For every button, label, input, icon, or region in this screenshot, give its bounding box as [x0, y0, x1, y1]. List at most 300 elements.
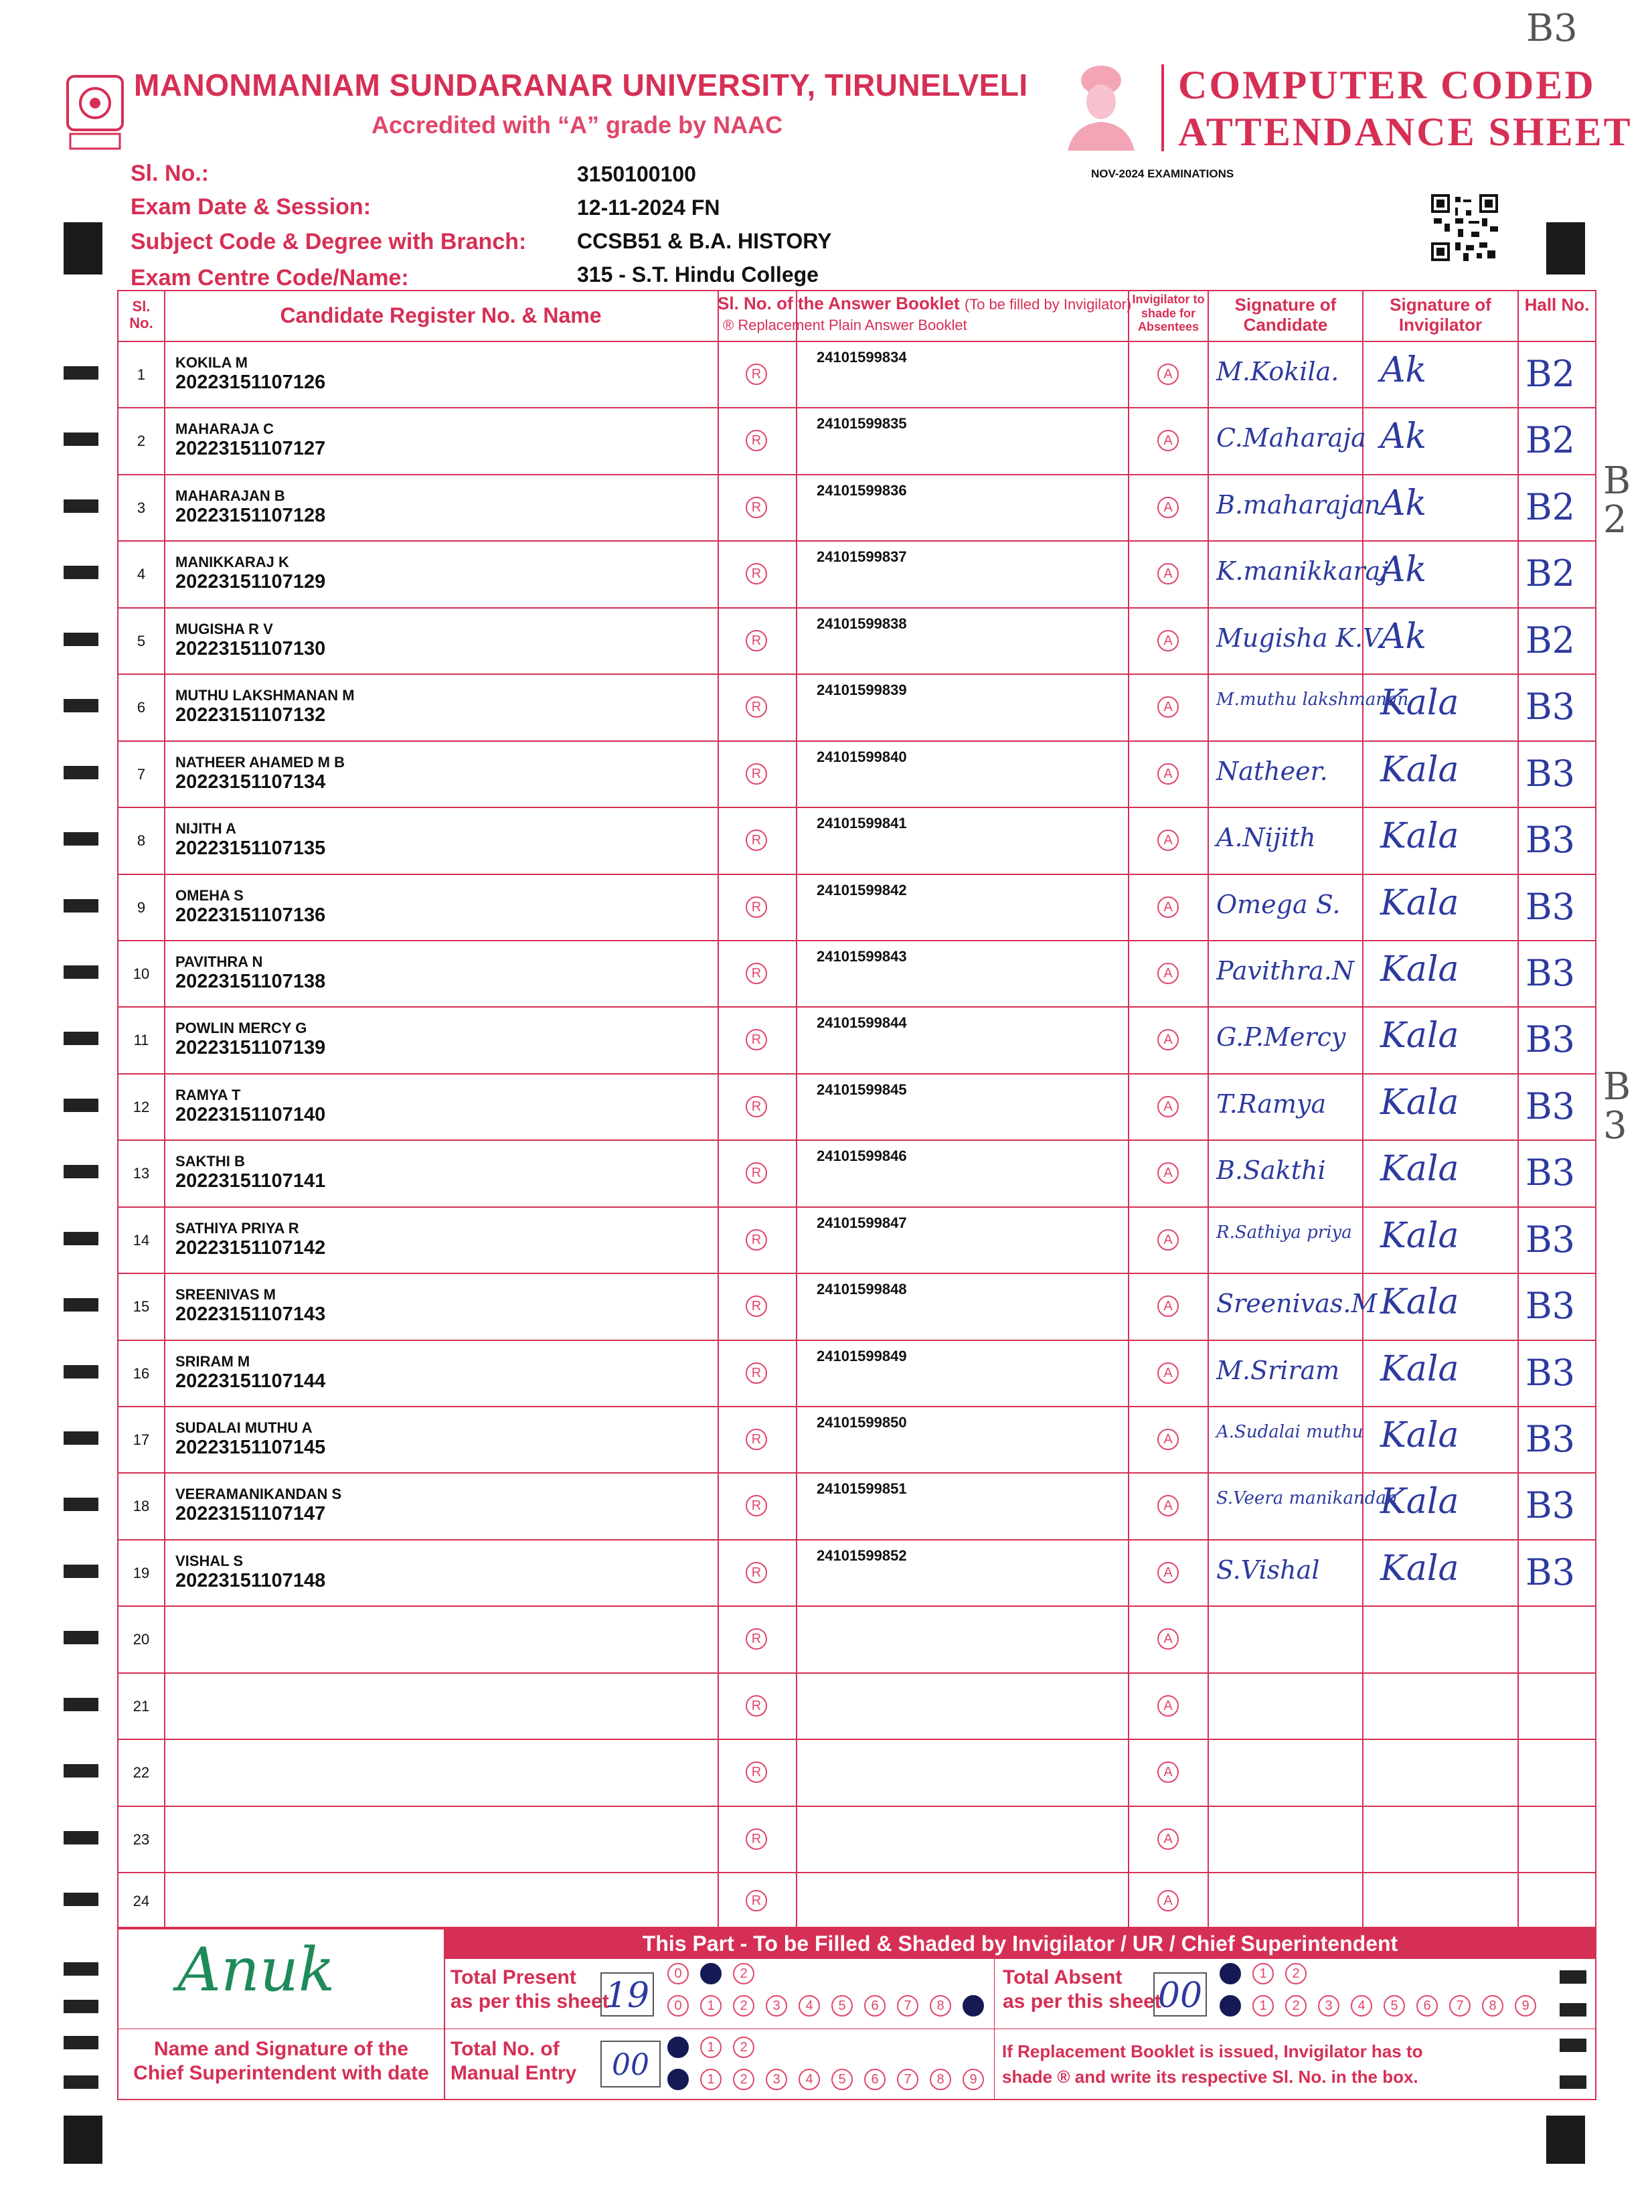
- absent-bubble[interactable]: A: [1157, 763, 1179, 785]
- invigilator-signature: Kala: [1380, 683, 1459, 723]
- timing-mark: [64, 1962, 98, 1976]
- candidate-signature: Sreenivas.M: [1216, 1289, 1378, 1318]
- exam-date-value: 12-11-2024 FN: [577, 195, 720, 220]
- digit-bubble[interactable]: 6: [864, 1995, 886, 2017]
- absent-bubble[interactable]: A: [1157, 1761, 1179, 1783]
- absent-bubble[interactable]: A: [1157, 1162, 1179, 1184]
- candidate-reg-no: 20223151107143: [175, 1304, 326, 1325]
- table-row: [118, 474, 1595, 540]
- booklet-number: 24101599840: [817, 748, 907, 765]
- absent-bubble[interactable]: A: [1157, 563, 1179, 584]
- replacement-bubble[interactable]: R: [746, 1096, 767, 1117]
- replacement-bubble[interactable]: R: [746, 830, 767, 851]
- absent-bubble[interactable]: A: [1157, 1890, 1179, 1911]
- timing-mark: [64, 2036, 98, 2049]
- booklet-number: 24101599845: [817, 1081, 907, 1098]
- candidate-name: MAHARAJAN B: [175, 487, 285, 504]
- booklet-number: 24101599843: [817, 947, 907, 965]
- hall-number: B3: [1525, 1551, 1576, 1593]
- candidate-signature: M.Sriram: [1216, 1355, 1340, 1385]
- absent-bubble[interactable]: A: [1157, 963, 1179, 984]
- row-sl-no: 23: [133, 1830, 150, 1848]
- digit-bubble[interactable]: 3: [766, 1995, 787, 2017]
- timing-mark: [64, 1565, 98, 1578]
- hall-number: B3: [1525, 686, 1576, 728]
- manual-value-box[interactable]: 00: [600, 2041, 661, 2087]
- replacement-bubble[interactable]: R: [746, 563, 767, 584]
- table-row: [118, 1739, 1595, 1806]
- replacement-bubble[interactable]: R: [746, 1162, 767, 1184]
- header-sig-candidate: Signature of Candidate: [1234, 295, 1337, 335]
- timing-mark: [64, 1498, 98, 1511]
- table-row: [118, 807, 1595, 874]
- row-sl-no: 3: [137, 499, 146, 516]
- table-row: [118, 1672, 1595, 1739]
- timing-mark: [64, 1631, 98, 1644]
- booklet-number: 24101599848: [817, 1281, 907, 1297]
- centre-value: 315 - S.T. Hindu College: [577, 262, 819, 287]
- timing-mark: [64, 1831, 98, 1844]
- absent-bubble[interactable]: A: [1157, 696, 1179, 718]
- absent-label: [1003, 1966, 1161, 2014]
- booklet-number: 24101599844: [817, 1014, 907, 1031]
- timing-mark: [64, 965, 98, 979]
- row-sl-no: 5: [137, 632, 146, 649]
- absent-value-box[interactable]: 00: [1153, 1972, 1207, 2017]
- invigilator-signature: Kala: [1380, 1016, 1459, 1056]
- present-label-line2: as per this sheet: [450, 1990, 609, 2012]
- centre-label: Exam Centre Code/Name:: [131, 265, 409, 291]
- candidate-signature: B.maharajan: [1216, 489, 1381, 520]
- table-row: [118, 1340, 1595, 1406]
- invigilator-signature: Kala: [1380, 882, 1459, 923]
- candidate-reg-no: 20223151107141: [175, 1170, 326, 1192]
- candidate-name: NIJITH A: [175, 820, 236, 837]
- replacement-bubble[interactable]: R: [746, 696, 767, 718]
- margin-note-b3: B 3: [1603, 1065, 1631, 1148]
- hall-number: B3: [1525, 1285, 1576, 1327]
- candidate-signature: Pavithra.N: [1216, 955, 1355, 985]
- manual-label: [450, 2037, 576, 2085]
- candidate-reg-no: 20223151107135: [175, 838, 326, 859]
- candidate-name: RAMYA T: [175, 1086, 241, 1103]
- digit-bubble[interactable]: 5: [831, 1995, 853, 2017]
- hall-number: B3: [1525, 1085, 1576, 1127]
- row-sl-no: 18: [133, 1498, 150, 1514]
- candidate-name: PAVITHRA N: [175, 953, 263, 970]
- digit-bubble[interactable]: 0: [667, 1963, 689, 1984]
- timing-mark: [64, 899, 98, 913]
- registration-mark: [1546, 222, 1585, 274]
- digit-bubble[interactable]: 9: [1515, 1995, 1536, 2017]
- sl-no-label: Sl. No.:: [131, 161, 210, 186]
- sheet-title-line2: ATTENDANCE SHEET: [1178, 110, 1633, 154]
- hall-number: B2: [1525, 485, 1576, 528]
- absent-bubble[interactable]: A: [1157, 1495, 1179, 1516]
- candidate-signature: M.muthu lakshmanan: [1216, 690, 1409, 710]
- row-sl-no: 16: [133, 1364, 150, 1382]
- candidate-signature: A.Nijith: [1216, 823, 1316, 852]
- absent-bubble[interactable]: A: [1157, 1096, 1179, 1117]
- invigilator-signature: Kala: [1380, 949, 1459, 990]
- candidate-reg-no: 20223151107140: [175, 1103, 326, 1125]
- candidate-name: SUDALAI MUTHU A: [175, 1419, 313, 1436]
- table-row: [118, 1206, 1595, 1273]
- header-candidate: Candidate Register No. & Name: [280, 303, 602, 327]
- subject-label: Subject Code & Degree with Branch:: [131, 229, 527, 254]
- manual-label-line2: Manual Entry: [450, 2062, 577, 2084]
- candidate-reg-no: 20223151107130: [175, 637, 326, 659]
- digit-bubble[interactable]: 4: [1351, 1995, 1372, 2017]
- replacement-bubble[interactable]: R: [746, 1628, 767, 1650]
- header-invig-shade: Invigilator to shade for Absentees: [1132, 293, 1205, 334]
- note-line2: shade ® and write its respective Sl. No. in the box.: [1002, 2067, 1418, 2087]
- replacement-note: [1002, 2039, 1422, 2089]
- timing-mark: [64, 1232, 98, 1245]
- replacement-bubble[interactable]: R: [746, 430, 767, 451]
- digit-bubble[interactable]: 0: [1220, 1995, 1241, 2017]
- absent-bubble[interactable]: A: [1157, 1828, 1179, 1850]
- digit-bubble[interactable]: 6: [864, 2069, 886, 2090]
- present-label: [450, 1966, 609, 2014]
- candidate-name: SAKTHI B: [175, 1153, 245, 1170]
- exam-tag: NOV-2024 EXAMINATIONS: [1091, 167, 1234, 180]
- table-row: [118, 1073, 1595, 1139]
- hall-number: B3: [1525, 885, 1576, 928]
- replacement-bubble[interactable]: R: [746, 1295, 767, 1317]
- digit-bubble[interactable]: 0: [667, 2069, 689, 2090]
- digit-bubble[interactable]: 9: [963, 1995, 984, 2017]
- timing-mark: [64, 1165, 98, 1178]
- replacement-bubble[interactable]: R: [746, 763, 767, 785]
- invigilator-signature: Kala: [1380, 1348, 1459, 1389]
- registration-mark: [1546, 2116, 1585, 2164]
- absent-bubble[interactable]: A: [1157, 896, 1179, 918]
- replacement-bubble[interactable]: R: [746, 1495, 767, 1516]
- table-row: [118, 1539, 1595, 1605]
- hall-number: B3: [1525, 752, 1576, 795]
- header-sig-invigilator: Signature of Invigilator: [1390, 295, 1491, 335]
- candidate-signature: T.Ramya: [1216, 1089, 1327, 1119]
- chief-label-line2: Chief Superintendent with date: [133, 2062, 429, 2084]
- table-row: [118, 1605, 1595, 1672]
- timing-mark: [64, 2000, 98, 2013]
- digit-bubble[interactable]: 7: [897, 2069, 918, 2090]
- digit-bubble[interactable]: 3: [1318, 1995, 1339, 2017]
- hall-number: B2: [1525, 619, 1576, 661]
- candidate-signature: R.Sathiya priya: [1216, 1222, 1352, 1243]
- replacement-bubble[interactable]: R: [746, 896, 767, 918]
- table-row: [118, 1139, 1595, 1206]
- replacement-bubble[interactable]: R: [746, 1761, 767, 1783]
- absent-label-line1: Total Absent: [1003, 1966, 1123, 1988]
- timing-mark: [64, 499, 98, 513]
- candidate-name: MAHARAJA C: [175, 420, 274, 437]
- candidate-reg-no: 20223151107128: [175, 504, 326, 526]
- row-sl-no: 7: [137, 765, 146, 783]
- timing-mark: [64, 1099, 98, 1112]
- absent-bubble[interactable]: A: [1157, 830, 1179, 851]
- absent-bubble[interactable]: A: [1157, 1295, 1179, 1317]
- replacement-bubble[interactable]: R: [746, 1890, 767, 1911]
- digit-bubble[interactable]: 1: [700, 2037, 722, 2058]
- candidate-name: POWLIN MERCY G: [175, 1020, 307, 1036]
- absent-bubble[interactable]: A: [1157, 1229, 1179, 1251]
- row-sl-no: 12: [133, 1098, 150, 1115]
- replacement-bubble[interactable]: R: [746, 630, 767, 651]
- invigilator-signature: Kala: [1380, 1415, 1459, 1455]
- candidate-reg-no: 20223151107139: [175, 1037, 326, 1058]
- header-sl: Sl. No.: [129, 298, 153, 332]
- candidate-signature: Omega S.: [1216, 889, 1341, 919]
- booklet-number: 24101599852: [817, 1547, 907, 1564]
- absent-bubble[interactable]: A: [1157, 1562, 1179, 1583]
- timing-mark: [64, 1431, 98, 1445]
- timing-mark: [64, 432, 98, 446]
- booklet-number: 24101599846: [817, 1148, 907, 1164]
- digit-bubble[interactable]: 4: [799, 2069, 820, 2090]
- digit-bubble[interactable]: 5: [1384, 1995, 1405, 2017]
- invigilator-signature: Kala: [1380, 1215, 1459, 1256]
- timing-mark: [64, 1365, 98, 1378]
- present-value-box[interactable]: 19: [600, 1972, 654, 2017]
- row-sl-no: 6: [137, 699, 146, 716]
- absent-bubble[interactable]: A: [1157, 1628, 1179, 1650]
- table-row: [118, 1273, 1595, 1340]
- candidate-name: MUTHU LAKSHMANAN M: [175, 687, 355, 704]
- digit-bubble[interactable]: 7: [897, 1995, 918, 2017]
- digit-bubble[interactable]: 2: [733, 2037, 754, 2058]
- candidate-name: KOKILA M: [175, 353, 248, 371]
- hall-number: B2: [1525, 419, 1576, 461]
- candidate-reg-no: 20223151107129: [175, 571, 326, 592]
- booklet-number: 24101599835: [817, 415, 907, 432]
- booklet-number: 24101599850: [817, 1413, 907, 1431]
- replacement-bubble[interactable]: R: [746, 1362, 767, 1384]
- absent-bubble[interactable]: A: [1157, 430, 1179, 451]
- booklet-number: 24101599851: [817, 1480, 907, 1497]
- invigilator-signature: Ak: [1380, 616, 1427, 657]
- timing-mark: [64, 566, 98, 579]
- row-sl-no: 15: [133, 1298, 150, 1315]
- registration-mark: [64, 222, 102, 274]
- hall-number: B3: [1525, 1351, 1576, 1394]
- subject-value: CCSB51 & B.A. HISTORY: [577, 229, 832, 253]
- hall-number: B3: [1525, 951, 1576, 994]
- invigilator-signature: Kala: [1380, 1149, 1459, 1189]
- header-replacement: ® Replacement Plain Answer Booklet: [723, 316, 967, 333]
- digit-bubble[interactable]: 2: [733, 1995, 754, 2017]
- candidate-reg-no: 20223151107142: [175, 1237, 326, 1259]
- booklet-number: 24101599839: [817, 682, 907, 698]
- timing-mark: [64, 1893, 98, 1906]
- digit-bubble[interactable]: 1: [1252, 1995, 1274, 2017]
- chief-signature: Anuk: [177, 1935, 335, 2005]
- row-sl-no: 9: [137, 898, 146, 916]
- invigilator-signature: Ak: [1380, 483, 1427, 524]
- table-row: [118, 540, 1595, 607]
- table-row: [118, 874, 1595, 940]
- replacement-bubble[interactable]: R: [746, 497, 767, 518]
- candidate-signature: B.Sakthi: [1216, 1156, 1326, 1185]
- header-booklet-sub: (To be filled by Invigilator): [964, 296, 1132, 313]
- timing-mark: [64, 832, 98, 846]
- booklet-number: 24101599838: [817, 615, 907, 632]
- absent-label-line2: as per this sheet: [1003, 1990, 1161, 2012]
- title-divider: [1161, 64, 1164, 151]
- row-sl-no: 19: [133, 1564, 150, 1581]
- timing-mark: [64, 699, 98, 712]
- digit-bubble[interactable]: 1: [700, 2069, 722, 2090]
- header-hall: Hall No.: [1524, 295, 1590, 315]
- digit-bubble[interactable]: 0: [667, 1995, 689, 2017]
- candidate-signature: S.Veera manikandan: [1216, 1488, 1398, 1508]
- header-booklet: [718, 293, 1132, 333]
- timing-mark: [64, 633, 98, 646]
- row-sl-no: 22: [133, 1764, 150, 1781]
- digit-bubble[interactable]: 0: [667, 2037, 689, 2058]
- hall-number: B3: [1525, 1218, 1576, 1261]
- row-sl-no: 14: [133, 1231, 150, 1249]
- digit-bubble[interactable]: 1: [700, 1995, 722, 2017]
- candidate-signature: Mugisha K.V.: [1216, 623, 1385, 653]
- digit-bubble[interactable]: 1: [700, 1963, 722, 1984]
- booklet-number: 24101599847: [817, 1214, 907, 1231]
- digit-bubble[interactable]: 4: [799, 1995, 820, 2017]
- row-sl-no: 21: [133, 1697, 150, 1715]
- digit-bubble[interactable]: 0: [1220, 1963, 1241, 1984]
- table-row: [118, 1806, 1595, 1872]
- timing-mark: [64, 366, 98, 380]
- present-label-line1: Total Present: [450, 1966, 576, 1988]
- qr-code-icon: [1431, 194, 1498, 261]
- candidate-reg-no: 20223151107126: [175, 371, 326, 393]
- row-sl-no: 8: [137, 832, 146, 849]
- replacement-bubble[interactable]: R: [746, 1229, 767, 1251]
- digit-bubble[interactable]: 2: [733, 1963, 754, 1984]
- absent-bubble[interactable]: A: [1157, 1695, 1179, 1717]
- absent-bubble[interactable]: A: [1157, 1029, 1179, 1050]
- table-row: [118, 740, 1595, 807]
- hall-number: B3: [1525, 819, 1576, 861]
- candidate-reg-no: 20223151107147: [175, 1503, 326, 1524]
- candidate-name: SREENIVAS M: [175, 1286, 276, 1303]
- candidate-reg-no: 20223151107138: [175, 970, 326, 992]
- table-row: [118, 1006, 1595, 1073]
- booklet-number: 24101599841: [817, 815, 907, 832]
- exam-date-label: Exam Date & Session:: [131, 194, 371, 220]
- header-booklet-main: Sl. No. of the Answer Booklet: [718, 293, 960, 313]
- footer-banner: This Part - To be Filled & Shaded by Invigilator / UR / Chief Superintendent: [444, 1928, 1596, 1959]
- absent-bubble[interactable]: A: [1157, 364, 1179, 385]
- table-row: [118, 341, 1595, 407]
- hall-number: B3: [1525, 1152, 1576, 1194]
- row-sl-no: 24: [133, 1893, 150, 1909]
- digit-bubble[interactable]: 3: [766, 2069, 787, 2090]
- table-row: [118, 407, 1595, 474]
- absent-bubble[interactable]: A: [1157, 630, 1179, 651]
- replacement-bubble[interactable]: R: [746, 1828, 767, 1850]
- row-sl-no: 13: [133, 1165, 150, 1182]
- replacement-bubble[interactable]: R: [746, 1029, 767, 1050]
- hall-number: B3: [1525, 1018, 1576, 1060]
- digit-bubble[interactable]: 1: [1252, 1963, 1274, 1984]
- timing-mark: [64, 1764, 98, 1778]
- digit-bubble[interactable]: 8: [930, 1995, 951, 2017]
- sl-no-value: 3150100100: [577, 162, 696, 186]
- candidate-reg-no: 20223151107144: [175, 1370, 326, 1392]
- corner-note: B3: [1526, 7, 1578, 50]
- digit-bubble[interactable]: 7: [1449, 1995, 1471, 2017]
- booklet-number: 24101599836: [817, 481, 907, 499]
- replacement-bubble[interactable]: R: [746, 364, 767, 385]
- founder-portrait-icon: [1061, 60, 1141, 151]
- university-logo-icon: [64, 72, 127, 153]
- replacement-bubble[interactable]: R: [746, 963, 767, 984]
- digit-bubble[interactable]: 5: [831, 2069, 853, 2090]
- attendance-table: [117, 290, 1596, 1928]
- invigilator-signature: Kala: [1380, 816, 1459, 856]
- timing-mark: [64, 766, 98, 779]
- digit-bubble[interactable]: 2: [1285, 1995, 1307, 2017]
- row-sl-no: 20: [133, 1631, 150, 1648]
- sheet-title: [1178, 62, 1633, 155]
- candidate-signature: C.Maharaja: [1216, 423, 1366, 453]
- digit-bubble[interactable]: 8: [1482, 1995, 1503, 2017]
- candidate-name: SRIRAM M: [175, 1352, 250, 1370]
- absent-bubble[interactable]: A: [1157, 1362, 1179, 1384]
- table-row: [118, 940, 1595, 1006]
- digit-bubble[interactable]: 6: [1416, 1995, 1438, 2017]
- replacement-bubble[interactable]: R: [746, 1562, 767, 1583]
- candidate-signature: A.Sudalai muthu: [1216, 1421, 1364, 1442]
- absent-bubble[interactable]: A: [1157, 497, 1179, 518]
- row-sl-no: 2: [137, 432, 146, 449]
- candidate-name: MANIKKARAJ K: [175, 554, 289, 570]
- footer-panel: [117, 1928, 1596, 2100]
- margin-note-b2: B 2: [1603, 459, 1631, 542]
- candidate-name: SATHIYA PRIYA R: [175, 1219, 299, 1237]
- digit-bubble[interactable]: 2: [1285, 1963, 1307, 1984]
- table-row: [118, 1406, 1595, 1472]
- accreditation-text: Accredited with “A” grade by NAAC: [371, 111, 783, 139]
- digit-bubble[interactable]: 2: [733, 2069, 754, 2090]
- booklet-number: 24101599834: [817, 348, 907, 366]
- replacement-bubble[interactable]: R: [746, 1429, 767, 1450]
- timing-mark: [64, 2075, 98, 2089]
- candidate-name: VISHAL S: [175, 1552, 244, 1569]
- candidate-reg-no: 20223151107148: [175, 1569, 326, 1591]
- candidate-reg-no: 20223151107145: [175, 1436, 326, 1458]
- university-name: MANONMANIAM SUNDARANAR UNIVERSITY, TIRUNELVELI: [134, 68, 1028, 102]
- invigilator-signature: Ak: [1380, 550, 1427, 590]
- timing-mark: [64, 1298, 98, 1312]
- replacement-bubble[interactable]: R: [746, 1695, 767, 1717]
- row-sl-no: 1: [137, 366, 146, 383]
- hall-number: B3: [1525, 1484, 1576, 1526]
- table-row: [118, 1472, 1595, 1539]
- sheet-title-line1: COMPUTER CODED: [1178, 63, 1596, 107]
- candidate-signature: Natheer.: [1216, 756, 1328, 786]
- absent-bubble[interactable]: A: [1157, 1429, 1179, 1450]
- digit-bubble[interactable]: 9: [963, 2069, 984, 2090]
- booklet-number: 24101599842: [817, 881, 907, 898]
- candidate-name: OMEHA S: [175, 886, 244, 904]
- digit-bubble[interactable]: 8: [930, 2069, 951, 2090]
- invigilator-signature: Kala: [1380, 1482, 1459, 1522]
- table-row: [118, 1872, 1595, 1929]
- candidate-reg-no: 20223151107134: [175, 771, 326, 793]
